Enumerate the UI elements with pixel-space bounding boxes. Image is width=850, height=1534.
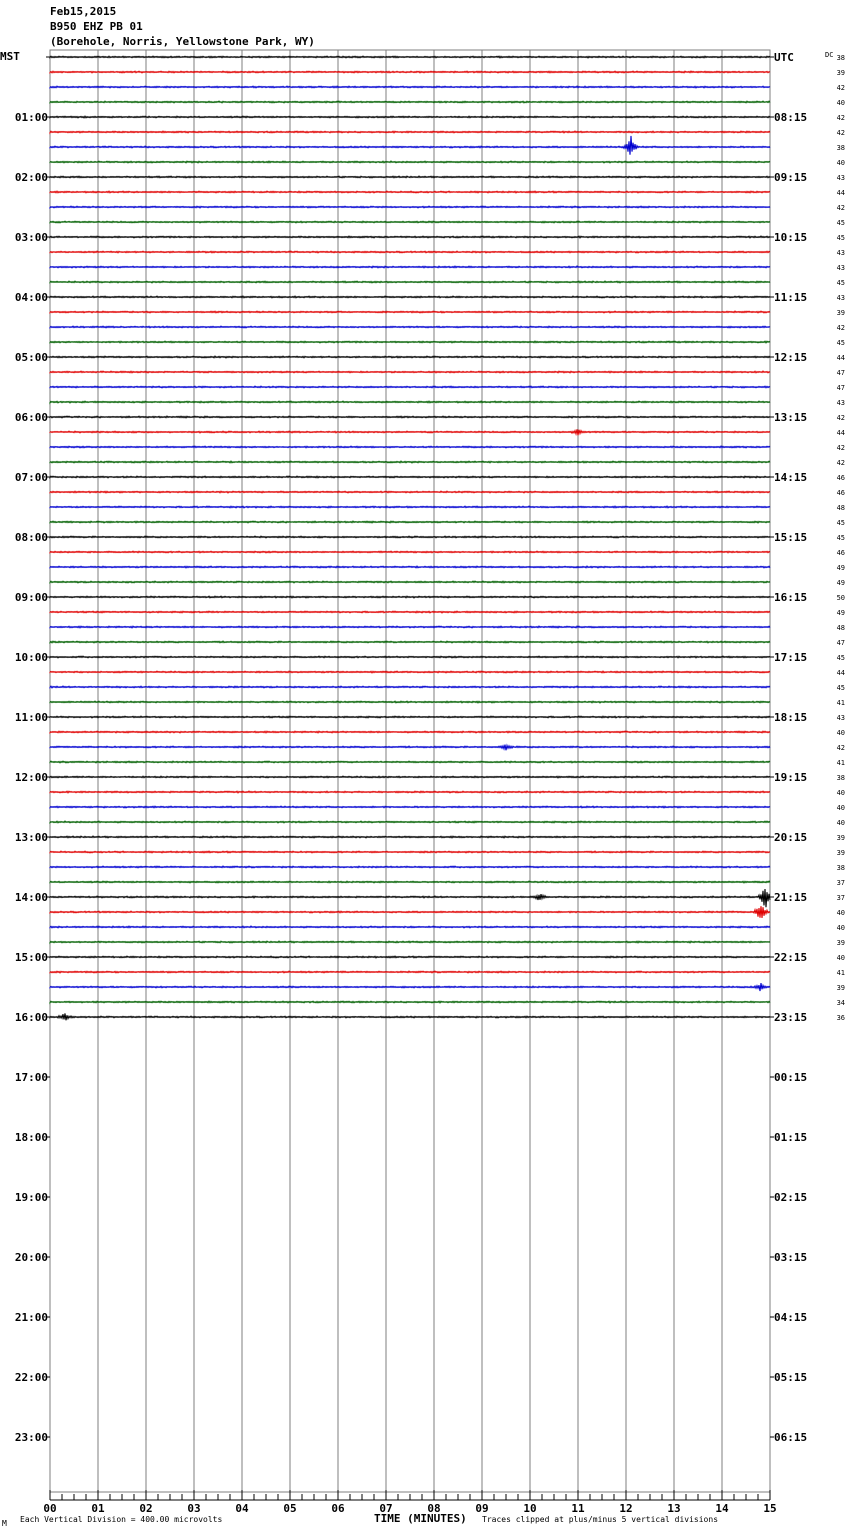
dc-offset-value: 42 — [836, 414, 845, 422]
dc-offset-value: 48 — [836, 504, 845, 512]
mst-hour-label: 13:00 — [14, 831, 48, 844]
mst-hour-label: 16:00 — [14, 1011, 48, 1024]
trace-line — [50, 281, 770, 283]
mst-axis-label: MST — [0, 50, 20, 63]
x-tick-label: 06 — [331, 1502, 345, 1515]
dc-offset-value: 38 — [836, 144, 845, 152]
dc-offset-value: 46 — [836, 489, 845, 497]
mst-hour-label: 23:00 — [14, 1431, 48, 1444]
trace-line — [50, 461, 770, 463]
x-tick-label: 10 — [523, 1502, 537, 1515]
mst-hour-label: 02:00 — [14, 171, 48, 184]
dc-offset-value: 38 — [836, 864, 845, 872]
trace-line — [50, 836, 770, 838]
trace-line — [50, 983, 770, 991]
scale-note: Each Vertical Division = 400.00 microvolts — [20, 1515, 223, 1524]
trace-line — [50, 761, 770, 763]
dc-label: DC — [825, 51, 834, 59]
dc-offset-value: 37 — [836, 879, 845, 887]
trace-line — [50, 806, 770, 808]
dc-offset-value: 48 — [836, 624, 845, 632]
dc-offset-value: 45 — [836, 219, 845, 227]
mst-hour-label: 19:00 — [14, 1191, 48, 1204]
trace-line — [50, 566, 770, 568]
trace-line — [50, 191, 770, 193]
dc-offset-value: 44 — [836, 429, 845, 437]
label-layer — [15, 51, 845, 1515]
trace-line — [50, 536, 770, 538]
dc-offset-value: 42 — [836, 444, 845, 452]
utc-hour-label: 02:15 — [774, 1191, 808, 1204]
dc-offset-value: 34 — [836, 999, 845, 1007]
trace-line — [50, 971, 770, 973]
utc-hour-label: 09:15 — [774, 171, 808, 184]
trace-line — [50, 716, 770, 718]
dc-offset-value: 40 — [836, 954, 845, 962]
x-tick-label: 15 — [763, 1502, 777, 1515]
dc-offset-value: 41 — [836, 969, 845, 977]
mst-hour-label: 18:00 — [14, 1131, 48, 1144]
trace-line — [50, 611, 770, 613]
dc-offset-value: 45 — [836, 654, 845, 662]
utc-hour-label: 21:15 — [774, 891, 808, 904]
dc-offset-value: 49 — [836, 579, 845, 587]
utc-hour-label: 04:15 — [774, 1311, 808, 1324]
x-tick-label: 02 — [139, 1502, 153, 1515]
trace-line — [50, 671, 770, 673]
dc-offset-value: 40 — [836, 99, 845, 107]
trace-line — [50, 1013, 770, 1020]
utc-hour-label: 03:15 — [774, 1251, 808, 1264]
dc-offset-value: 43 — [836, 249, 845, 257]
dc-offset-value: 37 — [836, 894, 845, 902]
mst-hour-label: 21:00 — [14, 1311, 48, 1324]
trace-line — [50, 926, 770, 928]
trace-line — [50, 491, 770, 493]
dc-offset-value: 45 — [836, 519, 845, 527]
mst-hour-label: 14:00 — [14, 891, 48, 904]
trace-line — [50, 131, 770, 133]
trace-line — [50, 506, 770, 508]
x-tick-label: 09 — [475, 1502, 489, 1515]
utc-hour-label: 20:15 — [774, 831, 808, 844]
trace-line — [50, 866, 770, 868]
dc-offset-value: 40 — [836, 819, 845, 827]
trace-line — [50, 86, 770, 88]
mst-hour-label: 12:00 — [14, 771, 48, 784]
dc-offset-value: 43 — [836, 714, 845, 722]
dc-offset-value: 49 — [836, 609, 845, 617]
x-tick-label: 04 — [235, 1502, 249, 1515]
dc-offset-value: 40 — [836, 789, 845, 797]
dc-offset-value: 41 — [836, 759, 845, 767]
trace-line — [50, 581, 770, 583]
trace-line — [50, 371, 770, 373]
trace-line — [50, 906, 770, 918]
mst-hour-label: 05:00 — [14, 351, 48, 364]
dc-offset-value: 44 — [836, 189, 845, 197]
trace-line — [50, 161, 770, 163]
dc-offset-value: 45 — [836, 234, 845, 242]
dc-offset-value: 40 — [836, 909, 845, 917]
x-tick-label: 07 — [379, 1502, 393, 1515]
trace-layer — [50, 56, 770, 1020]
mst-hour-label: 03:00 — [14, 231, 48, 244]
trace-line — [50, 386, 770, 388]
utc-hour-label: 19:15 — [774, 771, 808, 784]
dc-offset-value: 42 — [836, 204, 845, 212]
mst-hour-label: 11:00 — [14, 711, 48, 724]
utc-hour-label: 13:15 — [774, 411, 808, 424]
dc-offset-value: 45 — [836, 684, 845, 692]
mst-hour-label: 04:00 — [14, 291, 48, 304]
dc-offset-value: 43 — [836, 294, 845, 302]
utc-hour-label: 11:15 — [774, 291, 808, 304]
trace-line — [50, 596, 770, 598]
trace-line — [50, 731, 770, 733]
x-tick-label: 13 — [667, 1502, 681, 1515]
x-tick-label: 01 — [91, 1502, 105, 1515]
mst-hour-label: 07:00 — [14, 471, 48, 484]
trace-line — [50, 416, 770, 418]
dc-offset-value: 42 — [836, 459, 845, 467]
mst-hour-label: 15:00 — [14, 951, 48, 964]
dc-offset-value: 46 — [836, 549, 845, 557]
dc-offset-value: 43 — [836, 174, 845, 182]
dc-offset-value: 46 — [836, 474, 845, 482]
trace-line — [50, 71, 770, 73]
x-tick-label: 12 — [619, 1502, 633, 1515]
dc-offset-value: 38 — [836, 774, 845, 782]
dc-offset-value: 45 — [836, 339, 845, 347]
utc-hour-label: 06:15 — [774, 1431, 808, 1444]
dc-offset-value: 45 — [836, 534, 845, 542]
dc-offset-value: 42 — [836, 324, 845, 332]
trace-line — [50, 429, 770, 435]
plot-frame — [50, 50, 770, 1492]
dc-offset-value: 39 — [836, 69, 845, 77]
minute-grid — [50, 50, 770, 1492]
trace-line — [50, 881, 770, 883]
trace-line — [50, 701, 770, 703]
mst-hour-label: 20:00 — [14, 1251, 48, 1264]
trace-line — [50, 116, 770, 118]
dc-offset-value: 41 — [836, 699, 845, 707]
utc-hour-label: 15:15 — [774, 531, 808, 544]
trace-line — [50, 889, 770, 907]
trace-line — [50, 341, 770, 343]
mst-hour-label: 17:00 — [14, 1071, 48, 1084]
trace-line — [50, 745, 770, 751]
utc-hour-label: 23:15 — [774, 1011, 808, 1024]
trace-line — [50, 776, 770, 778]
header-date: Feb15,2015 — [50, 5, 117, 18]
dc-offset-value: 50 — [836, 594, 845, 602]
utc-hour-label: 12:15 — [774, 351, 808, 364]
trace-line — [50, 356, 770, 358]
dc-offset-value: 47 — [836, 384, 845, 392]
utc-hour-label: 16:15 — [774, 591, 808, 604]
dc-offset-value: 40 — [836, 924, 845, 932]
utc-hour-label: 10:15 — [774, 231, 808, 244]
trace-line — [50, 521, 770, 523]
trace-line — [50, 266, 770, 268]
trace-line — [50, 56, 770, 58]
trace-line — [50, 1001, 770, 1003]
trace-line — [50, 551, 770, 553]
dc-offset-value: 39 — [836, 834, 845, 842]
trace-line — [50, 236, 770, 238]
x-tick-label: 05 — [283, 1502, 297, 1515]
mst-hour-label: 10:00 — [14, 651, 48, 664]
trace-line — [50, 176, 770, 178]
x-tick-label: 08 — [427, 1502, 441, 1515]
mst-hour-label: 22:00 — [14, 1371, 48, 1384]
utc-hour-label: 14:15 — [774, 471, 808, 484]
dc-offset-value: 47 — [836, 639, 845, 647]
dc-offset-value: 44 — [836, 354, 845, 362]
dc-offset-value: 42 — [836, 129, 845, 137]
utc-hour-label: 00:15 — [774, 1071, 808, 1084]
trace-line — [50, 476, 770, 478]
dc-offset-value: 45 — [836, 279, 845, 287]
dc-offset-value: 36 — [836, 1014, 845, 1022]
x-tick-label: 11 — [571, 1502, 585, 1515]
trace-line — [50, 401, 770, 403]
dc-offset-value: 44 — [836, 669, 845, 677]
corner-mark: M — [2, 1519, 7, 1528]
trace-line — [50, 626, 770, 628]
utc-hour-label: 17:15 — [774, 651, 808, 664]
trace-line — [50, 221, 770, 223]
utc-hour-label: 01:15 — [774, 1131, 808, 1144]
utc-hour-label: 05:15 — [774, 1371, 808, 1384]
dc-offset-value: 42 — [836, 744, 845, 752]
dc-offset-value: 49 — [836, 564, 845, 572]
trace-line — [50, 686, 770, 688]
trace-line — [50, 296, 770, 298]
trace-line — [50, 136, 770, 155]
mst-hour-label: 09:00 — [14, 591, 48, 604]
trace-line — [50, 311, 770, 313]
x-tick-label: 03 — [187, 1502, 201, 1515]
x-tick-label: 00 — [43, 1502, 57, 1515]
dc-offset-value: 42 — [836, 84, 845, 92]
dc-offset-value: 47 — [836, 369, 845, 377]
mst-hour-label: 08:00 — [14, 531, 48, 544]
dc-offset-value: 39 — [836, 849, 845, 857]
utc-hour-label: 22:15 — [774, 951, 808, 964]
x-axis-title: TIME (MINUTES) — [374, 1512, 467, 1525]
trace-line — [50, 956, 770, 958]
trace-line — [50, 251, 770, 253]
trace-line — [50, 641, 770, 643]
dc-offset-value: 43 — [836, 399, 845, 407]
dc-offset-value: 40 — [836, 804, 845, 812]
dc-offset-value: 39 — [836, 939, 845, 947]
trace-line — [50, 206, 770, 208]
mst-hour-label: 06:00 — [14, 411, 48, 424]
trace-line — [50, 446, 770, 448]
utc-hour-label: UTC — [774, 51, 794, 64]
trace-line — [50, 656, 770, 658]
dc-offset-value: 38 — [836, 54, 845, 62]
trace-line — [50, 326, 770, 328]
dc-offset-value: 42 — [836, 114, 845, 122]
trace-line — [50, 101, 770, 103]
trace-line — [50, 851, 770, 853]
clip-note: Traces clipped at plus/minus 5 vertical divisions — [482, 1515, 719, 1524]
dc-offset-value: 43 — [836, 264, 845, 272]
mst-hour-label: 01:00 — [14, 111, 48, 124]
dc-offset-value: 40 — [836, 729, 845, 737]
trace-line — [50, 791, 770, 793]
x-tick-label: 14 — [715, 1502, 729, 1515]
trace-line — [50, 941, 770, 943]
header-location: (Borehole, Norris, Yellowstone Park, WY) — [50, 35, 315, 48]
dc-offset-value: 39 — [836, 984, 845, 992]
header-station: B950 EHZ PB 01 — [50, 20, 143, 33]
utc-hour-label: 08:15 — [774, 111, 808, 124]
trace-line — [50, 821, 770, 823]
utc-hour-label: 18:15 — [774, 711, 808, 724]
dc-offset-value: 40 — [836, 159, 845, 167]
dc-offset-value: 39 — [836, 309, 845, 317]
